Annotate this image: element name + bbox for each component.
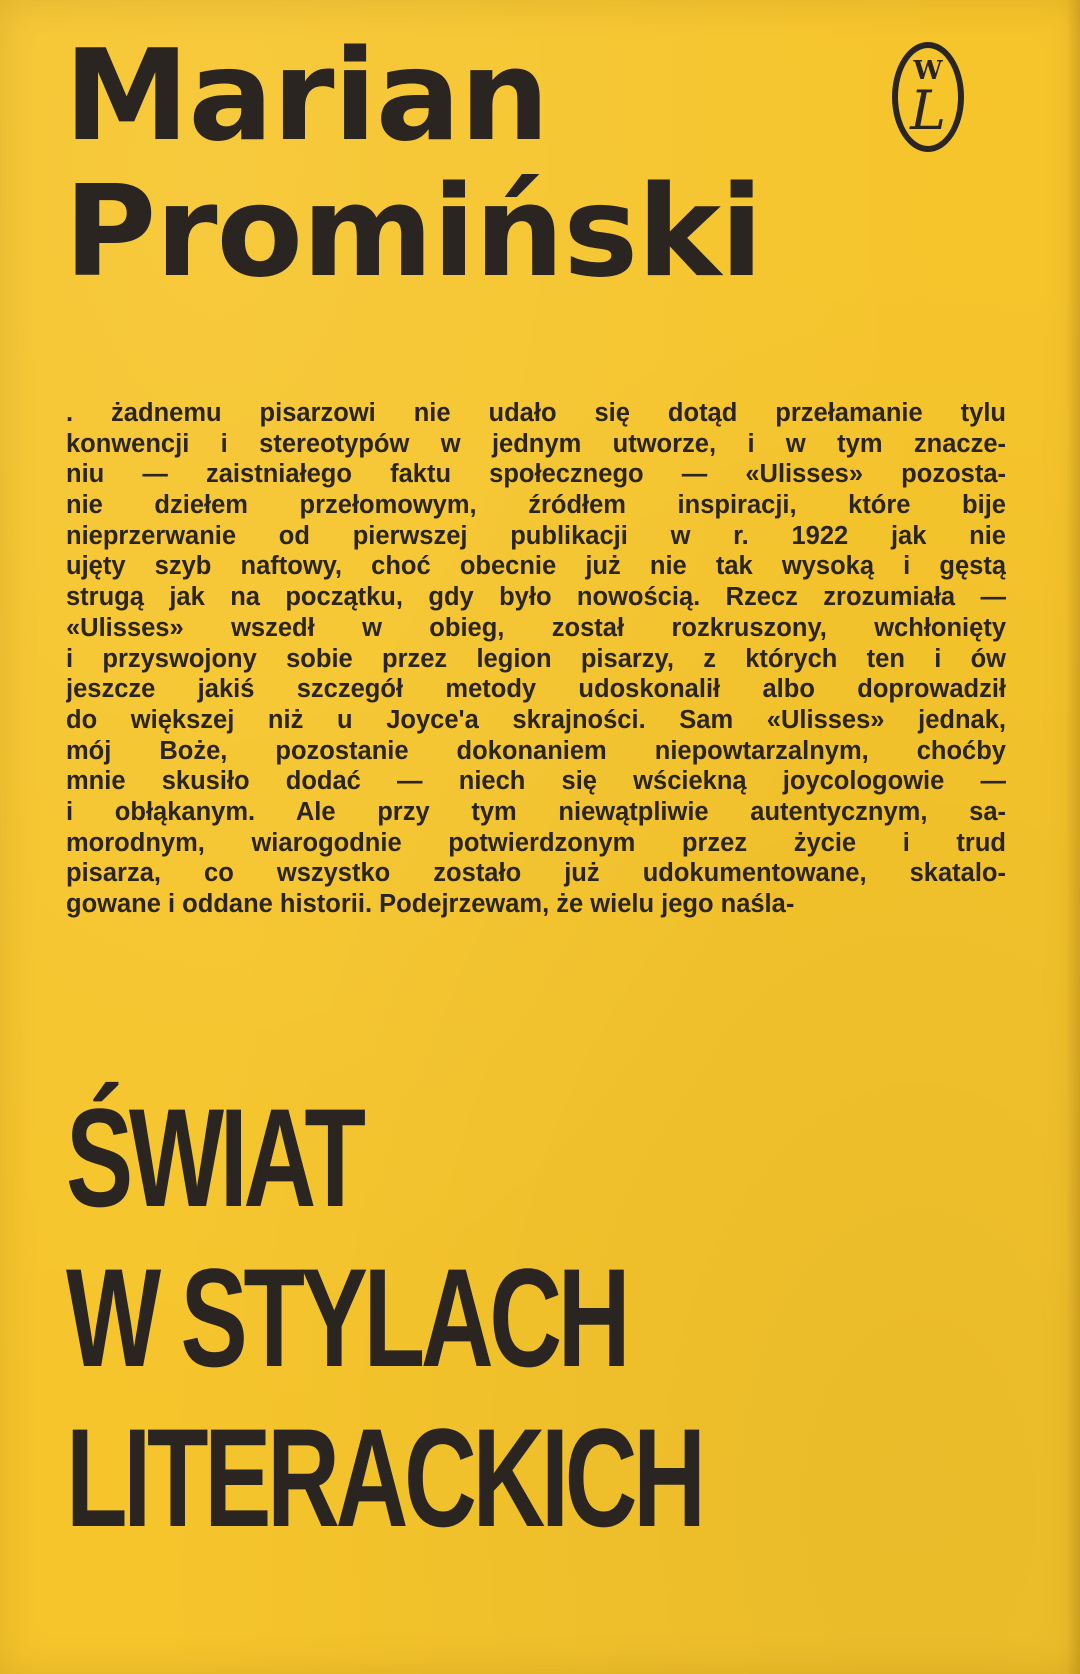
author-first-name: Marian xyxy=(64,22,549,169)
blurb-line: i obłąkanym. Ale przy tym niewątpliwie autentycznym, sa- xyxy=(66,797,1006,826)
cover-blurb xyxy=(66,398,1006,920)
blurb-line: ujęty szyb naftowy, choć obecnie już nie tak wysoką i gęstą xyxy=(66,552,1006,581)
blurb-line: do większej niż u Joyce'a skrajności. Sam «Ulisses» jednak, xyxy=(66,705,1006,734)
blurb-line: strugą jak na początku, gdy było nowością. Rzecz zrozumiała — xyxy=(66,583,1006,612)
publisher-logo xyxy=(892,42,964,152)
blurb-line: jeszcze jakiś szczegół metody udoskonalił albo doprowadził xyxy=(66,675,1006,704)
book-title xyxy=(66,1078,702,1558)
title-line-2: W STYLACH xyxy=(66,1239,627,1396)
cover-edge xyxy=(1066,0,1080,1674)
publisher-logo-top-letter: W xyxy=(913,56,943,86)
blurb-line: morodnym, wiarogodnie potwierdzonym przez życie i trud xyxy=(66,828,1006,857)
publisher-logo-bottom-letter: L xyxy=(910,79,946,142)
blurb-line: nieprzerwanie od pierwszej publikacji w r. 1922 jak nie xyxy=(66,521,1006,550)
blurb-line: nie dziełem przełomowym, źródłem inspiracji, które bije xyxy=(66,491,1006,520)
blurb-line: «Ulisses» wszedł w obieg, został rozkruszony, wchłonięty xyxy=(66,613,1006,642)
blurb-line: pisarza, co wszystko zostało już udokumentowane, skatalo- xyxy=(66,859,1006,888)
title-line-3: LITERACKICH xyxy=(66,1399,702,1556)
author-last-name: Promiński xyxy=(64,158,763,305)
author-name xyxy=(64,22,763,305)
blurb-line: i przyswojony sobie przez legion pisarzy, z których ten i ów xyxy=(66,644,1006,673)
blurb-line: konwencji i stereotypów w jednym utworze, i w tym znacze- xyxy=(66,429,1006,458)
blurb-line: gowane i oddane historii. Podejrzewam, że wielu jego naśla- xyxy=(66,890,795,918)
blurb-line: mój Boże, pozostanie dokonaniem niepowtarzalnym, choćby xyxy=(66,736,1006,765)
blurb-line: . żadnemu pisarzowi nie udało się dotąd przełamanie tylu xyxy=(66,399,1006,427)
blurb-line: niu — zaistniałego faktu społecznego — «Ulisses» pozosta- xyxy=(66,460,1006,489)
blurb-line: mnie skusiło dodać — niech się wściekną joycologowie — xyxy=(66,767,1006,796)
title-line-1: ŚWIAT xyxy=(66,1079,362,1236)
